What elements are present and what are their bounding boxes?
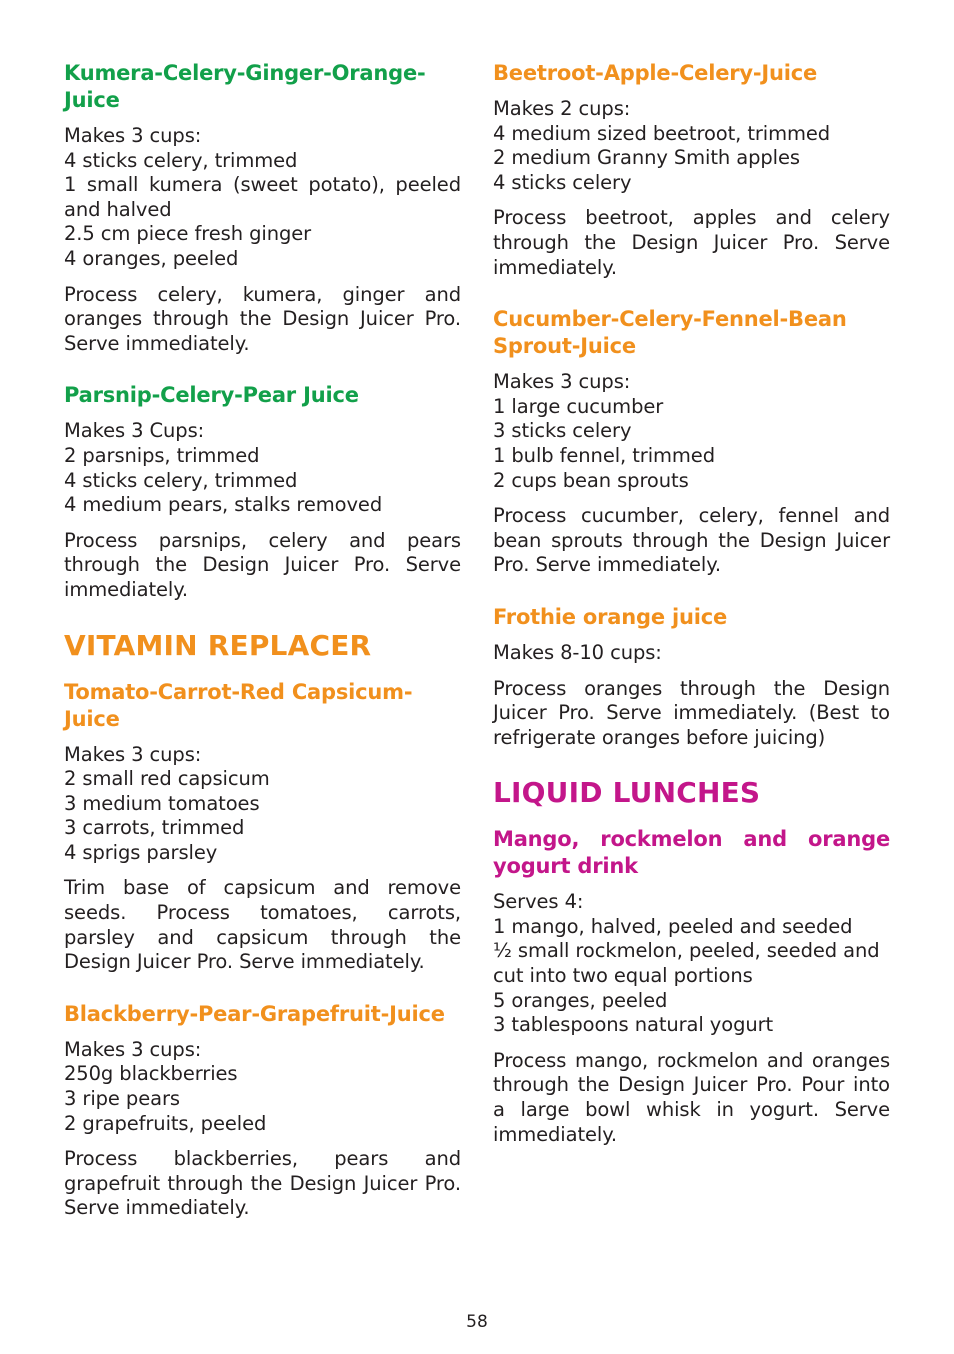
ingredient-line: 2 small red capsicum: [64, 767, 270, 791]
ingredient-line: 3 ripe pears: [64, 1087, 180, 1111]
ingredient-line: Makes 3 cups:: [493, 370, 631, 394]
recipe-title: Kumera-Celery-Ginger-Orange-Juice: [64, 61, 426, 112]
ingredient-line: 4 sticks celery: [493, 170, 632, 194]
recipe-method: Process celery, kumera, ginger and oranges through the Design Juicer Pro. Serve immediately.: [64, 282, 461, 355]
ingredient-line: 2.5 cm piece fresh ginger: [64, 222, 312, 246]
ingredient-list: [64, 1038, 461, 1136]
ingredient-line: 2 cups bean sprouts: [493, 468, 689, 492]
ingredient-line: 2 parsnips, trimmed: [64, 443, 260, 467]
ingredient-list: [493, 97, 890, 195]
ingredient-list: [64, 743, 461, 866]
recipe-title: Mango, rockmelon and orange yogurt drink: [493, 827, 890, 879]
recipe-frothie-orange: [493, 604, 890, 750]
ingredient-line: 1 large cucumber: [493, 394, 664, 418]
recipe-blackberry-pear-grapefruit: [64, 1001, 461, 1221]
ingredient-list: [64, 419, 461, 517]
ingredient-line: Makes 3 cups:: [64, 124, 202, 147]
ingredient-line: 3 tablespoons natural yogurt: [493, 1013, 774, 1037]
ingredient-line: 4 oranges, peeled: [64, 246, 239, 270]
ingredient-line: 5 oranges, peeled: [493, 988, 668, 1012]
ingredient-line: 1 bulb fennel, trimmed: [493, 443, 715, 467]
ingredient-list: [493, 641, 890, 666]
ingredient-line: 1 small kumera (sweet potato), peeled and halved: [64, 173, 461, 221]
page-number: 58: [466, 1312, 488, 1332]
ingredient-line: 2 medium Granny Smith apples: [493, 146, 800, 170]
ingredient-line: 250g blackberries: [64, 1062, 238, 1086]
recipe-title: Frothie orange juice: [493, 604, 728, 629]
recipe-parsnip-celery-pear: [64, 382, 461, 602]
ingredient-line: 4 sticks celery, trimmed: [64, 468, 298, 492]
ingredient-line: 3 medium tomatoes: [64, 791, 260, 815]
ingredient-list: [64, 124, 461, 272]
recipe-tomato-carrot-capsicum: [64, 679, 461, 975]
ingredient-line: 2 grapefruits, peeled: [64, 1111, 267, 1135]
ingredient-line: Makes 2 cups:: [493, 97, 631, 120]
recipe-method: Process parsnips, celery and pears through the Design Juicer Pro. Serve immediately.: [64, 528, 461, 601]
recipe-mango-rockmelon-yogurt: [493, 826, 890, 1147]
recipe-title: Cucumber-Celery-Fennel-Bean Sprout-Juice: [493, 307, 847, 359]
ingredient-line: Makes 3 Cups:: [64, 419, 205, 443]
recipe-method: Process cucumber, celery, fennel and bean sprouts through the Design Juicer Pro. Serve immediately.: [493, 504, 890, 577]
recipe-method: Process mango, rockmelon and oranges through the Design Juicer Pro. Pour into a large bowl whisk in yogurt. Serve immediately.: [493, 1048, 890, 1146]
ingredient-line: Makes 3 cups:: [64, 1037, 202, 1061]
ingredient-line: 4 medium pears, stalks removed: [64, 493, 383, 517]
right-column: [493, 60, 890, 1173]
ingredient-line: Makes 8-10 cups:: [493, 640, 662, 664]
recipe-method: Trim base of capsicum and remove seeds. Process tomatoes, carrots, parsley and capsicum through the Design Juicer Pro. Serve immediately.: [64, 876, 461, 974]
ingredient-line: 4 sprigs parsley: [64, 840, 218, 864]
recipe-cucumber-celery-fennel-sprout: [493, 306, 890, 578]
ingredient-line: 1 mango, halved, peeled and seeded: [493, 914, 853, 938]
ingredient-list: [493, 890, 890, 1038]
ingredient-list: [493, 370, 890, 493]
recipe-method: Process oranges through the Design Juicer Pro. Serve immediately. (Best to refrigerate oranges before juicing): [493, 676, 890, 749]
section-heading-vitamin-replacer: VITAMIN REPLACER: [64, 628, 372, 662]
ingredient-line: 3 carrots, trimmed: [64, 816, 245, 840]
ingredient-line: Makes 3 cups:: [64, 742, 202, 766]
recipe-title: Tomato-Carrot-Red Capsicum-Juice: [64, 679, 413, 731]
recipe-title: Beetroot-Apple-Celery-Juice: [493, 61, 818, 85]
recipe-beetroot-apple-celery: [493, 60, 890, 280]
recipe-kumera-celery-ginger-orange: [64, 60, 461, 356]
recipe-title: Blackberry-Pear-Grapefruit-Juice: [64, 1001, 445, 1026]
ingredient-line: ½ small rockmelon, peeled, seeded and cut into two equal portions: [493, 939, 880, 988]
recipe-method: Process blackberries, pears and grapefruit through the Design Juicer Pro. Serve immediately.: [64, 1147, 461, 1220]
ingredient-line: 4 medium sized beetroot, trimmed: [493, 121, 831, 145]
recipe-method: Process beetroot, apples and celery through the Design Juicer Pro. Serve immediately.: [493, 206, 890, 279]
section-heading-liquid-lunches: LIQUID LUNCHES: [493, 776, 761, 810]
ingredient-line: 4 sticks celery, trimmed: [64, 148, 298, 172]
ingredient-line: Serves 4:: [493, 890, 584, 914]
left-column: [64, 60, 461, 1247]
recipe-title: Parsnip-Celery-Pear Juice: [64, 383, 359, 408]
ingredient-line: 3 sticks celery: [493, 419, 632, 443]
